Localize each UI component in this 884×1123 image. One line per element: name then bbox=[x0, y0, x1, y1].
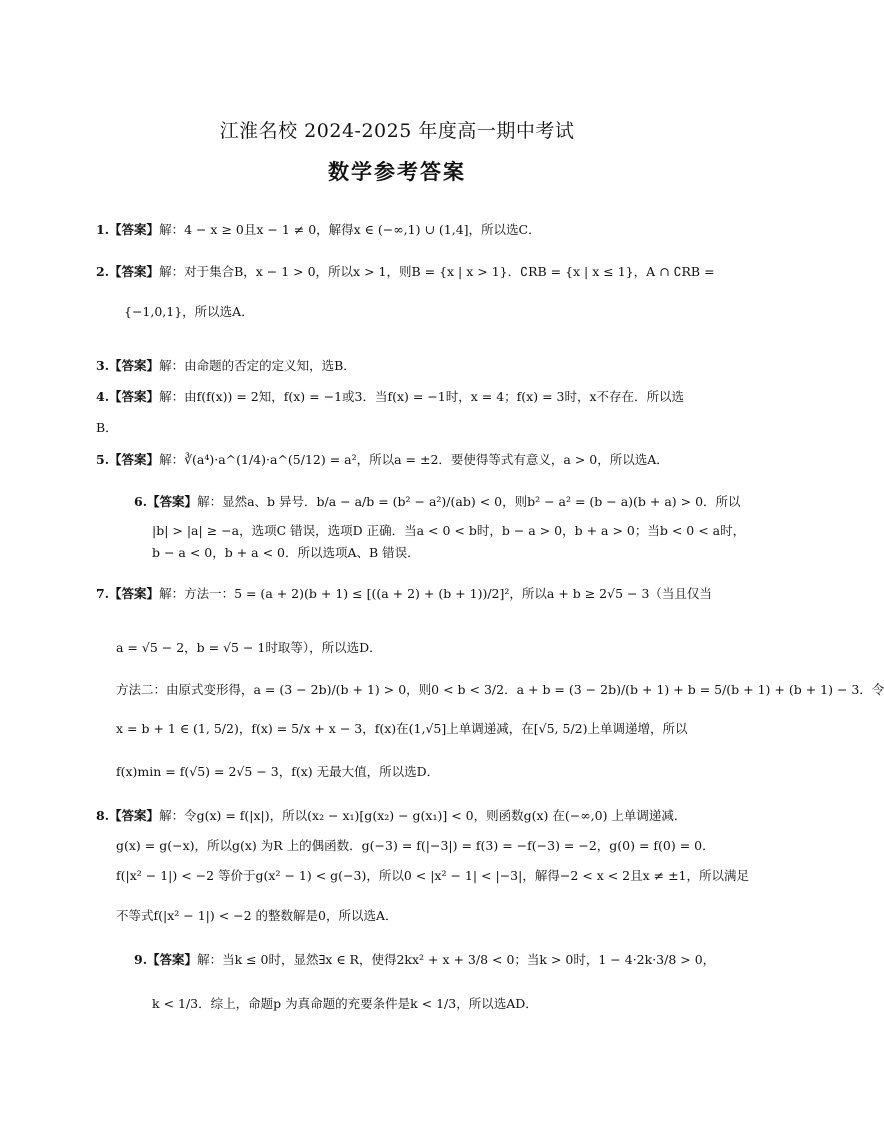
answer-7-line-1: 解：方法一：5 = (a + 2)(b + 1) ≤ [((a + 2) + (b + 1))/2]²，所以a + b ≥ 2√5 − 3（当且仅当 bbox=[159, 586, 712, 601]
answer-3-line-1: 解：由命题的否定的定义知，选B． bbox=[159, 358, 356, 373]
answer-5-line-1: 解：∛(a⁴)·a^(1/4)·a^(5/12) = a²，所以a = ±2．要使得等式有意义，a > 0，所以选A． bbox=[159, 452, 669, 467]
answer-5-marker: 5.【答案】 bbox=[96, 452, 160, 467]
answer-7-line-4: x = b + 1 ∈ (1, 5/2)，f(x) = 5/x + x − 3，f(x)在(1,√5]上单调递减，在[√5, 5/2)上单调递增，所以 bbox=[116, 721, 688, 736]
answer-8-line-3: f(|x² − 1|) < −2 等价于g(x² − 1) < g(−3)，所以0 < |x² − 1| < |−3|，解得−2 < x < 2且x ≠ ±1，所以满足 bbox=[116, 868, 750, 883]
answer-1-line-1: 解：4 − x ≥ 0且x − 1 ≠ 0，解得x ∈ (−∞,1) ∪ (1,4]，所以选C． bbox=[159, 222, 541, 237]
answer-1 bbox=[96, 222, 541, 238]
answer-4 bbox=[96, 389, 684, 405]
answer-9-line-1: 解：当k ≤ 0时，显然∃x ∈ R，使得2kx² + x + 3/8 < 0；当k > 0时，1 − 4·2k·3/8 > 0， bbox=[197, 952, 716, 967]
answer-8-line-2: g(x) = g(−x)，所以g(x) 为R 上的偶函数．g(−3) = f(|−3|) = f(3) = −f(−3) = −2，g(0) = f(0) = 0． bbox=[116, 838, 715, 853]
answer-7-line-5: f(x)min = f(√5) = 2√5 − 3，f(x) 无最大值，所以选D． bbox=[116, 764, 440, 779]
answer-2-line-1: 解：对于集合B，x − 1 > 0，所以x > 1，则B = {x | x > 1}．∁RB = {x | x ≤ 1}，A ∩ ∁RB = bbox=[159, 264, 715, 279]
answer-5 bbox=[96, 452, 669, 468]
answer-6-line-1: 解：显然a、b 异号．b/a − a/b = (b² − a²)/(ab) < 0，则b² − a² = (b − a)(b + a) > 0．所以 bbox=[197, 494, 741, 509]
answer-8-line-1: 解：令g(x) = f(|x|)，所以(x₂ − x₁)[g(x₂) − g(x₁)] < 0，则函数g(x) 在(−∞,0) 上单调递减． bbox=[159, 808, 687, 823]
answer-8 bbox=[96, 808, 686, 824]
answer-3 bbox=[96, 358, 356, 374]
answer-7 bbox=[96, 586, 712, 602]
answer-7-line-3: 方法二：由原式变形得，a = (3 − 2b)/(b + 1) > 0，则0 < b < 3/2．a + b = (3 − 2b)/(b + 1) + b = 5/(b + 1) + (b + 1) − 3．令 bbox=[116, 682, 884, 697]
answer-3-marker: 3.【答案】 bbox=[96, 358, 160, 373]
answer-2-line-2: {−1,0,1}，所以选A． bbox=[124, 304, 254, 319]
answer-4-line-2: B． bbox=[96, 420, 118, 435]
answer-4-marker: 4.【答案】 bbox=[96, 389, 160, 404]
answer-2 bbox=[96, 264, 715, 280]
answer-6-line-3: b − a < 0，b + a < 0．所以选项A、B 错误． bbox=[152, 545, 420, 560]
answer-4-line-1: 解：由f(f(x)) = 2知，f(x) = −1或3．当f(x) = −1时，x = 4；f(x) = 3时，x不存在．所以选 bbox=[159, 389, 685, 404]
answer-6-marker: 6.【答案】 bbox=[134, 494, 198, 509]
document-title: 江淮名校 2024-2025 年度高一期中考试 bbox=[219, 120, 575, 142]
answer-6 bbox=[134, 494, 741, 510]
answer-2-marker: 2.【答案】 bbox=[96, 264, 160, 279]
answer-6-line-2: |b| > |a| ≥ −a，选项C 错误，选项D 正确．当a < 0 < b时，b − a > 0，b + a > 0；当b < 0 < a时， bbox=[152, 523, 746, 538]
answer-7-line-2: a = √5 − 2，b = √5 − 1时取等），所以选D． bbox=[116, 640, 382, 655]
answer-1-marker: 1.【答案】 bbox=[96, 222, 160, 237]
answer-9-marker: 9.【答案】 bbox=[134, 952, 198, 967]
answer-8-marker: 8.【答案】 bbox=[96, 808, 160, 823]
answer-8-line-4: 不等式f(|x² − 1|) < −2 的整数解是0，所以选A． bbox=[116, 908, 398, 923]
document-subtitle: 数学参考答案 bbox=[328, 159, 466, 184]
answer-9-line-2: k < 1/3．综上，命题p 为真命题的充要条件是k < 1/3，所以选AD． bbox=[152, 996, 538, 1011]
answer-9 bbox=[134, 952, 715, 968]
answer-7-marker: 7.【答案】 bbox=[96, 586, 160, 601]
